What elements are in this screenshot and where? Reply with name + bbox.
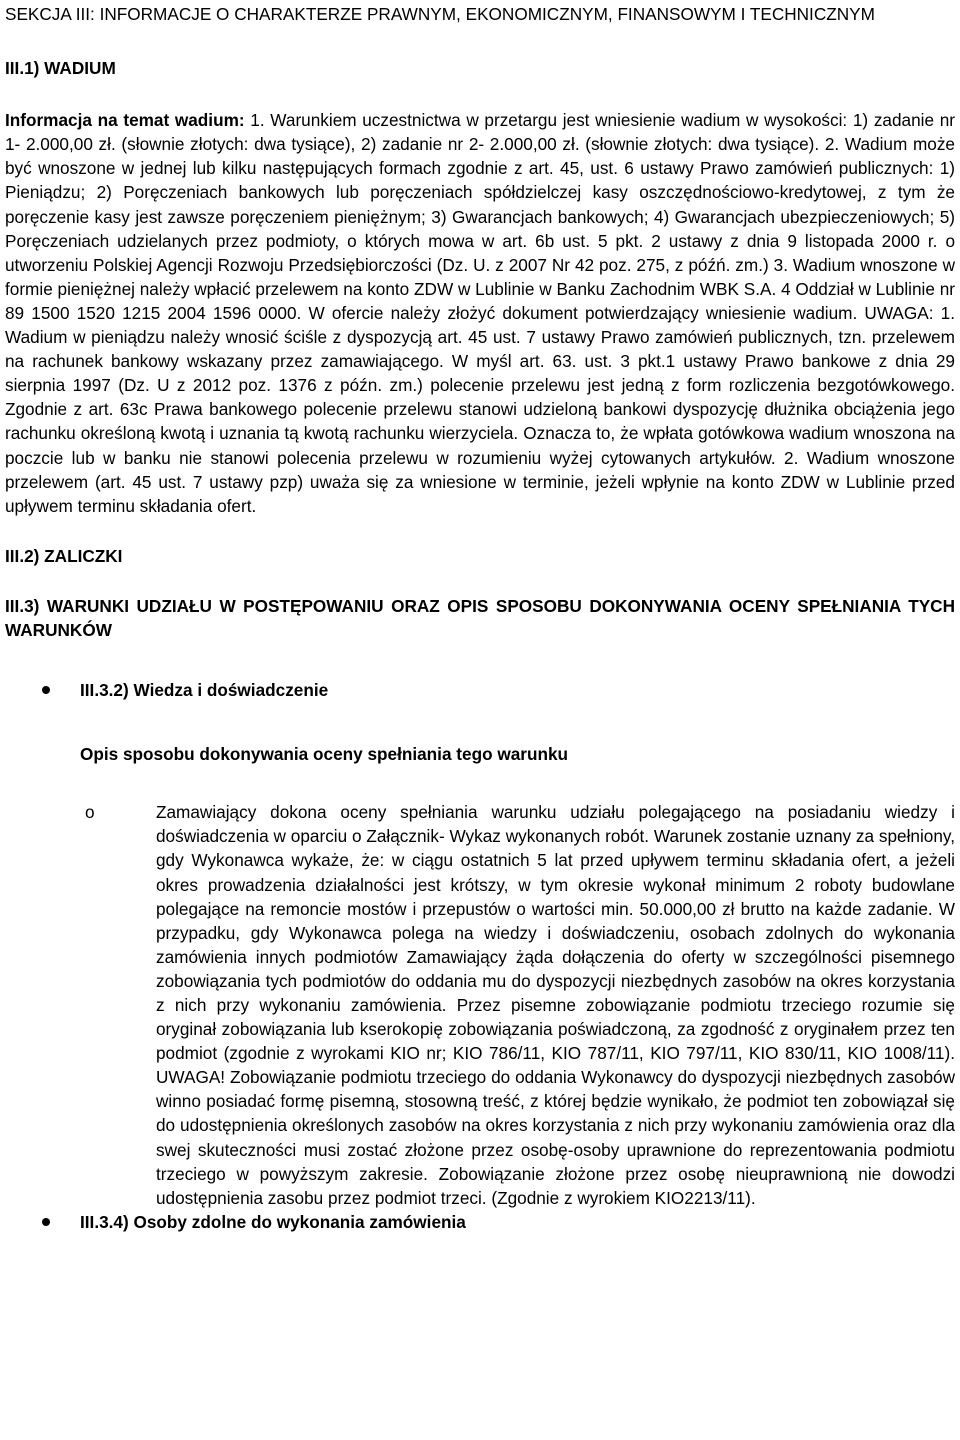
spacer (5, 26, 955, 56)
wadium-heading: III.1) WADIUM (5, 58, 116, 79)
bullet-label: III.3.4) Osoby zdolne do wykonania zamówienia (80, 1211, 466, 1232)
zaliczki-heading: III.2) ZALICZKI (5, 545, 123, 566)
spacer (5, 568, 955, 594)
spacer (5, 642, 955, 678)
assessment-text: Zamawiający dokona oceny spełniania warunku udziału polegającego na posiadaniu wiedzy i doświadczenia w oparciu o Załącznik- Wykaz wykonanych robót. Warunek zostanie uznany za spełniony, gdy Wykonawca wykaże, że: w ciągu ostatnich 5 lat przed upływem terminu składania ofert, a jeżeli okres prowadzenia działalności jest krótszy, w tym okresie wykonał minimum 2 roboty budowlane polegające na remoncie mostów i przepustów o wartości min. 50.000,00 zł brutto na każde zadanie. W przypadku, gdy Wykonawca polega na wiedzy i doświadczeniu, osobach zdolnych do wykonania zamówienia innych podmiotów Zamawiający żąda dołączenia do oferty w szczególności pisemnego zobowiązania tych podmiotów do oddania mu do dyspozycji niezbędnych zasobów na okres korzystania z nich przy wykonaniu zamówienia. Przez pisemne zobowiązanie podmiotu trzeciego rozumie się oryginał zobowiązania lub kserokopię zobowiązania poświadczoną, za zgodność z oryginałem przez ten podmiot (zgodnie z wyrokami KIO nr; KIO 786/11, KIO 787/11, KIO 797/11, KIO 830/11, KIO 1008/11). UWAGA! Zobowiązanie podmiotu trzeciego do oddania Wykonawcy do dyspozycji niezbędnych zasobów winno posiadać formę pisemną, stosowną treść, z której będzie wynikało, że podmiot ten zobowiązał się do udostępnienia określonych zasobów na okres korzystania z nich przy wykonaniu zamówienia oraz dla swej skuteczności musi zostać złożone przez osobę-osoby uprawnione do reprezentowania podmiotu trzeciego w powyższym zakresie. Zobowiązanie złożone przez osobę nieuprawnioną nie dowodzi udostępnienia zasobu przez podmiot trzeci. (Zgodnie z wyrokiem KIO2213/11). (156, 802, 955, 1208)
spacer (5, 702, 955, 742)
spacer (5, 518, 955, 544)
wadium-body: 1. Warunkiem uczestnictwa w przetargu jest wniesienie wadium w wysokości: 1) zadanie nr 1- 2.000,00 zł. (słownie złotych: dwa tysiące), 2) zadanie nr 2- 2.000,00 zł. (słownie złotych: dwa tysiące). 2. Wadium może być wnoszone w jednej lub kilku następujących formach zgodnie z art. 45, ust. 6 ustawy Prawo zamówień publicznych: 1) Pieniądzu; 2) Poręczeniach bankowych lub poręczeniach spółdzielczej kasy oszczędnościowo-kredytowej, z tym że poręczenie kasy jest zawsze poręczeniem pieniężnym; 3) Gwarancjach bankowych; 4) Gwarancjach ubezpieczeniowych; 5) Poręczeniach udzielanych przez podmioty, o których mowa w art. 6b ust. 5 pkt. 2 ustawy z dnia 9 listopada 2000 r. o utworzeniu Polskiej Agencji Rozwoju Przedsiębiorczości (Dz. U. z 2007 Nr 42 poz. 275, z późń. zm.) 3. Wadium wnoszone w formie pieniężnej należy wpłacić przelewem na konto ZDW w Lublinie w Banku Zachodnim WBK S.A. 4 Oddział w Lublinie nr 89 1500 1520 1215 2004 1596 0000. W ofercie należy złożyć dokument potwierdzający wniesienie wadium. UWAGA: 1. Wadium w pieniądzu należy wnosić ściśle z dyspozycją art. 45 ust. 7 ustawy Prawo zamówień publicznych, tzn. przelewem na rachunek bankowy wskazany przez zamawiającego. W myśl art. 63. ust. 3 pkt.1 ustawy Prawo bankowe z dnia 29 sierpnia 1997 (Dz. U z 2012 poz. 1376 z późn. zm.) polecenie przelewu jest jedną z form rozliczenia bezgotówkowego. Zgodnie z art. 63c Prawa bankowego polecenie przelewu stanowi udzieloną bankowi dyspozycję dłużnika obciążenia jego rachunku określoną kwotą i uznania tą kwotą rachunku wierzyciela. Oznacza to, że wpłata gotówkowa wadium wnoszona na poczcie lub w banku nie stanowi polecenia przelewu w rozumieniu wyżej cytowanych artykułów. 2. Wadium wnoszone przelewem (art. 45 ust. 7 ustawy pzp) uważa się za wniesione w terminie, jeżeli wpłynie na konto ZDW w Lublinie przed upływem terminu składania ofert. (5, 110, 956, 516)
list-item (5, 800, 955, 1210)
bullet-icon (42, 1218, 50, 1226)
bullet-icon (42, 686, 50, 694)
bullet-label: III.3.2) Wiedza i doświadczenie (80, 680, 329, 701)
assessment-subheading: Opis sposobu dokonywania oceny spełniania tego warunku (80, 744, 569, 765)
bullet-item-osoby (5, 1210, 955, 1234)
spacer (5, 80, 955, 108)
bullet-item-wiedza (5, 678, 955, 702)
wadium-paragraph (5, 108, 955, 518)
spacer (5, 766, 955, 800)
section-title: SEKCJA III: INFORMACJE O CHARAKTERZE PRAWNYM, EKONOMICZNYM, FINANSOWYM I TECHNICZNYM (5, 4, 875, 24)
wadium-label: Informacja na temat wadium: (5, 110, 245, 131)
warunki-heading: III.3) WARUNKI UDZIAŁU W POSTĘPOWANIU ORAZ OPIS SPOSOBU DOKONYWANIA OCENY SPEŁNIANIA TYCH WARUNKÓW (5, 595, 955, 640)
circle-bullet-icon: o (85, 802, 95, 823)
